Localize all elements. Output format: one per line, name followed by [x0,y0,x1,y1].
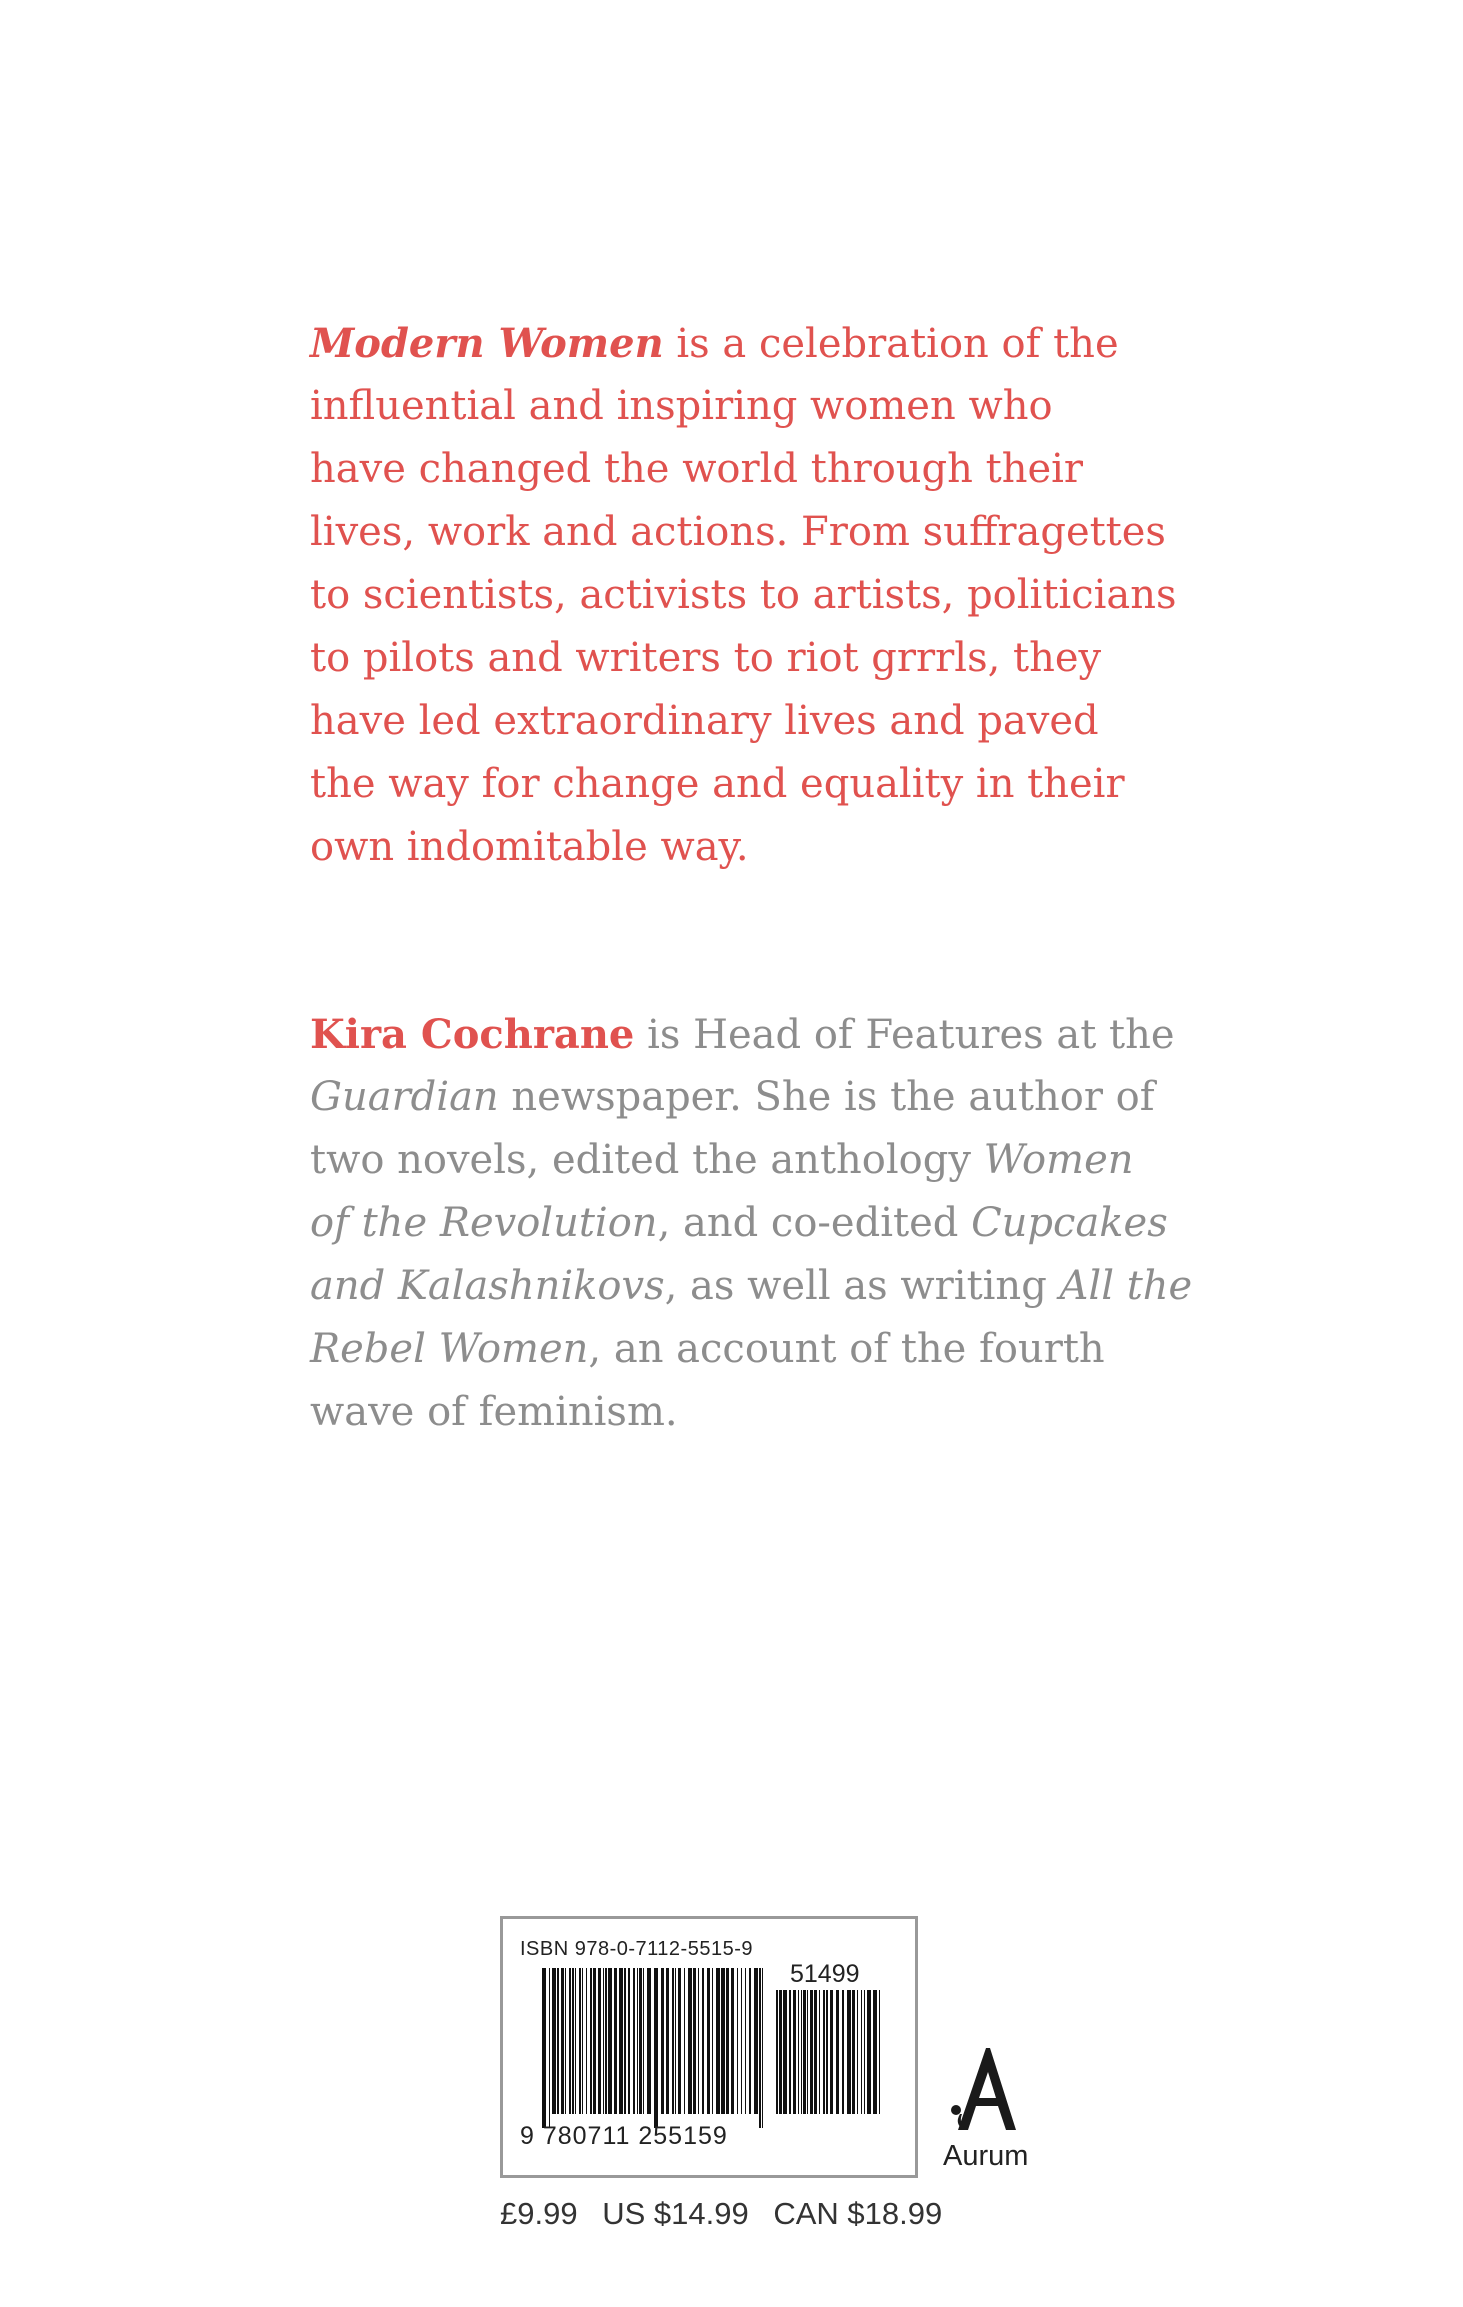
barcode-bar [675,1968,676,2114]
barcode-bar [582,1968,583,2114]
barcode-bar [810,1990,813,2114]
barcode-bar [628,1968,630,2114]
barcode-bar [639,1968,642,2114]
barcode-bar [864,1990,865,2114]
barcode-bar [737,1968,738,2114]
barcode-bar [852,1990,855,2114]
barcode-bar [830,1990,833,2114]
barcode-bar [741,1968,742,2114]
bio-line: two novels, edited the anthology Women [310,1137,1134,1183]
barcode-bar [624,1968,626,2114]
barcode-bar [721,1968,725,2114]
barcode-bar [801,1990,802,2114]
barcode-bar [684,1968,685,2114]
price-us: US $14.99 [602,2196,749,2231]
blurb-line: the way for change and equality in their [310,761,1125,807]
price-line [500,2196,958,2232]
barcode-bar [693,1968,696,2114]
blurb-line: have led extraordinary lives and paved [310,698,1099,744]
barcode-bar [598,1968,601,2114]
barcode-bar [608,1968,612,2114]
barcode-bar [633,1968,635,2114]
blurb-line: own indomitable way. [310,824,749,870]
bio-line: of the Revolution, and co-edited Cupcakes [310,1200,1168,1246]
barcode-bar [789,1990,791,2114]
barcode-bar [836,1990,839,2114]
barcode-bar [879,1990,880,2114]
book-title: Modern Women [310,320,664,367]
barcode-bar [776,1990,778,2114]
barcode-bar [873,1990,877,2114]
isbn-text: ISBN 978-0-7112-5515-9 [520,1938,753,1960]
barcode-bar [814,1990,817,2114]
barcode-bar [798,1990,799,2114]
blurb-line: to pilots and writers to riot grrrls, they [310,635,1102,681]
barcode-bar [569,1968,571,2114]
barcode-bar [749,1968,751,2114]
blurb-line: Modern Women is a celebration of the [310,320,1119,367]
barcode-bar [861,1990,862,2114]
barcode-bar [561,1968,564,2114]
barcode-bar [819,1990,820,2114]
publisher-name: Aurum [943,2140,1029,2172]
barcode-bar [779,1990,782,2114]
addon-barcode [776,1990,886,2128]
barcode-bar [754,1968,758,2114]
barcode-bar [842,1990,844,2114]
barcode-bar [712,1968,713,2114]
barcode-bar [678,1968,681,2114]
blurb-line: have changed the world through their [310,446,1084,492]
barcode-bar [759,1968,761,2128]
barcode-addon-number: 51499 [790,1960,860,1988]
barcode-bar [807,1990,808,2114]
barcode-bar [593,1968,596,2114]
barcode-bar [688,1968,692,2114]
barcode-bar [793,1990,796,2114]
barcode-bar [565,1968,566,2114]
ean-barcode [542,1968,767,2128]
barcode-bar [726,1968,729,2114]
bio-line: Rebel Women, an account of the fourth [310,1326,1105,1372]
price-can: CAN $18.99 [773,2196,943,2231]
barcode-bar [643,1968,644,2114]
barcode-bar [654,1968,658,2128]
blurb-line: influential and inspiring women who [310,383,1053,429]
barcode-bar [637,1968,638,2114]
barcode-bar [745,1968,746,2114]
barcode-bar [823,1990,825,2114]
barcode-bar [647,1968,651,2114]
barcode-bar [716,1968,720,2114]
blurb-paragraph [310,312,1177,879]
barcode-bar [590,1968,592,2114]
author-name: Kira Cochrane [310,1011,635,1058]
barcode-bar [666,1968,669,2114]
barcode-bar [803,1990,806,2114]
barcode-bar [867,1990,871,2114]
barcode-bar [707,1968,710,2114]
barcode-bar [579,1968,581,2114]
bio-line: Guardian newspaper. She is the author of [310,1074,1155,1120]
bio-line: Kira Cochrane is Head of Features at the [310,1011,1175,1058]
bio-line: wave of feminism. [310,1389,678,1435]
barcode-bar [575,1968,576,2114]
barcode-bar [702,1968,704,2114]
blurb-line: to scientists, activists to artists, politicians [310,572,1177,618]
barcode-bar [619,1968,623,2114]
barcode-bar [542,1968,546,2128]
author-bio [310,1003,1193,1444]
ean-number: 9 780711 255159 [520,2122,728,2150]
barcode-bar [661,1968,664,2114]
barcode-bar [572,1968,574,2114]
barcode-bar [826,1990,828,2114]
barcode-bar [603,1968,604,2114]
blurb-line: lives, work and actions. From suffragettes [310,509,1166,555]
bio-line: and Kalashnikovs, as well as writing All the [310,1263,1193,1309]
barcode-bar [857,1990,858,2114]
aurum-logo-icon [946,2040,1026,2140]
barcode-bar [731,1968,734,2114]
barcode-bar [672,1968,674,2114]
barcode-bar [557,1968,559,2114]
barcode-bar [783,1990,787,2114]
barcode-bar [552,1968,556,2114]
barcode-bar [698,1968,699,2114]
price-uk: £9.99 [500,2196,578,2231]
barcode-bar [549,1968,550,2128]
barcode-bar [762,1968,763,2128]
barcode-bar [605,1968,607,2114]
barcode-bar [847,1990,851,2114]
barcode-bar [586,1968,587,2114]
barcode-bar [614,1968,617,2114]
